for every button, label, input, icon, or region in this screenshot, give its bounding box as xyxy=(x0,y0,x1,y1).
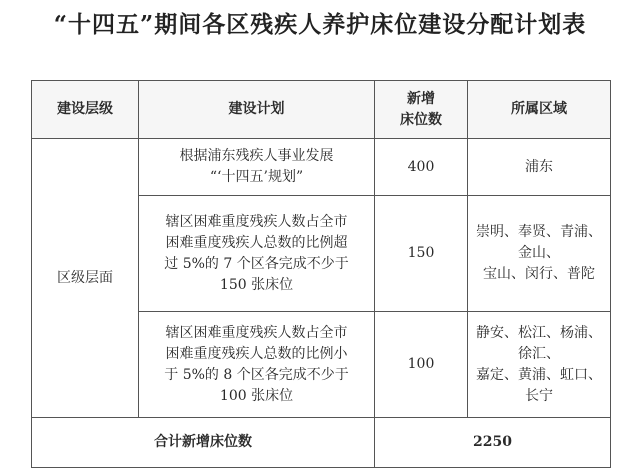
plan-cell: 辖区困难重度残疾人数占全市 困难重度残疾人总数的比例超 过 5%的 7 个区各完成不少于 150 张床位 xyxy=(139,196,375,312)
header-beds: 新增 床位数 xyxy=(375,81,468,139)
header-region: 所属区域 xyxy=(468,81,611,139)
table-header-row xyxy=(32,81,611,139)
beds-cell: 400 xyxy=(375,139,468,196)
header-plan: 建设计划 xyxy=(139,81,375,139)
total-value: 2250 xyxy=(375,418,611,468)
plan-cell: 根据浦东残疾人事业发展 “‘十四五’规划” xyxy=(139,139,375,196)
beds-cell: 100 xyxy=(375,312,468,418)
total-row xyxy=(32,418,611,468)
page-title: “十四五”期间各区残疾人养护床位建设分配计划表 xyxy=(53,11,587,38)
region-cell: 崇明、奉贤、青浦、金山、 宝山、闵行、普陀 xyxy=(468,196,611,312)
table-row xyxy=(32,139,611,196)
total-label: 合计新增床位数 xyxy=(32,418,375,468)
plan-cell: 辖区困难重度残疾人数占全市 困难重度残疾人总数的比例小 于 5%的 8 个区各完成不少于 100 张床位 xyxy=(139,312,375,418)
region-cell: 浦东 xyxy=(468,139,611,196)
region-cell: 静安、松江、杨浦、徐汇、 嘉定、黄浦、虹口、长宁 xyxy=(468,312,611,418)
beds-cell: 150 xyxy=(375,196,468,312)
bed-allocation-table xyxy=(31,80,611,468)
header-level: 建设层级 xyxy=(32,81,139,139)
level-cell: 区级层面 xyxy=(32,139,139,418)
